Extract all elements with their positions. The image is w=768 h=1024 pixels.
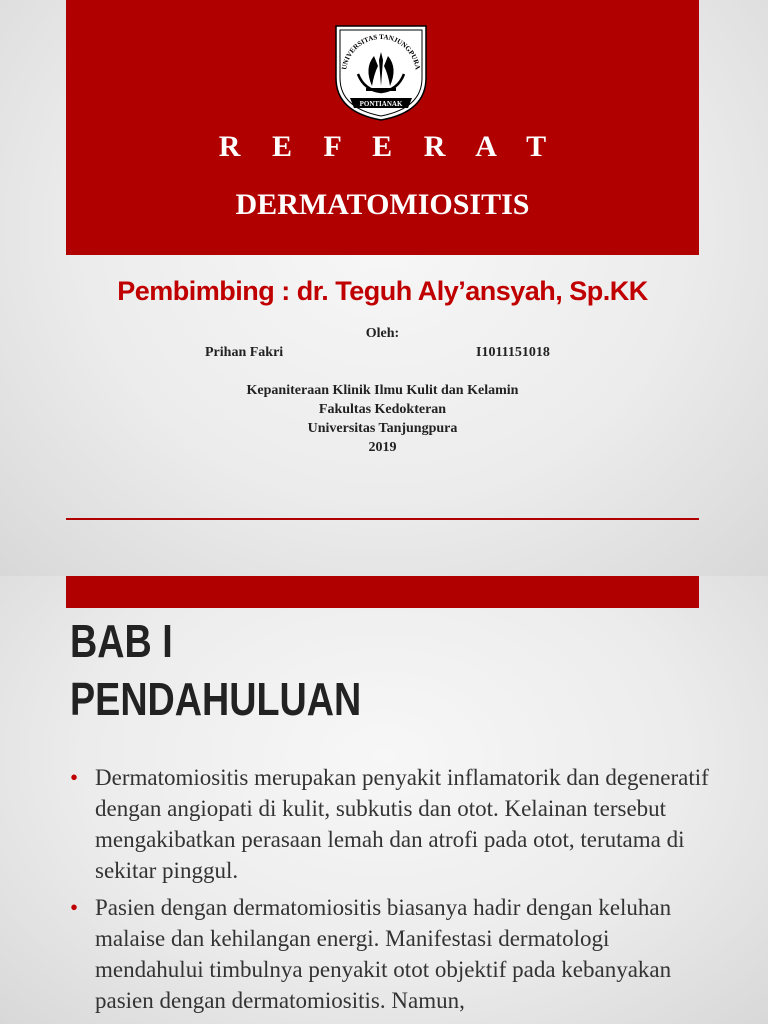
university-logo: [328, 16, 434, 122]
oleh-label: Oleh:: [365, 326, 400, 341]
institution-line-1: Kepaniteraan Klinik Ilmu Kulit dan Kelamin: [246, 383, 519, 398]
bullet-text: Pasien dengan dermatomiositis biasanya hadir dengan keluhan malaise dan kehilangan energi. Manifestasi dermatologi mendahului timbulnya penyakit otot objektif pada kebanyakan pasien dengan dermatomiositis. Namun,: [95, 895, 672, 1013]
institution-year: 2019: [368, 440, 397, 455]
supervisor-line: Pembimbing : dr. Teguh Aly’ansyah, Sp.KK: [117, 276, 648, 306]
chapter-heading-line-1: BAB I: [70, 615, 173, 667]
bullet-icon: •: [70, 765, 79, 790]
referat-title: R E F E R A T: [218, 130, 559, 163]
topic-title: DERMATOMIOSITIS: [235, 188, 530, 221]
content-banner: [66, 576, 699, 608]
institution-line-2: Fakultas Kedokteran: [318, 402, 447, 417]
student-name: Prihan Fakri: [205, 345, 284, 360]
chapter-heading-line-2: PENDAHULUAN: [70, 673, 362, 725]
bullet-text: Dermatomiositis merupakan penyakit inflamatorik dan degeneratif dengan angiopati di kulit, subkutis dan otot. Kelainan tersebut mengakibatkan perasaan lemah dan atrofi pada otot, terutama di sekitar pinggul.: [95, 765, 709, 883]
institution-line-3: Universitas Tanjungpura: [307, 421, 458, 436]
list-item: [70, 892, 710, 1016]
list-item: [70, 762, 710, 886]
red-divider: [66, 518, 699, 520]
chapter-heading: [70, 612, 361, 728]
student-id: I1011151018: [476, 345, 550, 360]
bullet-icon: •: [70, 895, 79, 920]
logo-ribbon-text: PONTIANAK: [359, 100, 403, 108]
bullet-list: [70, 762, 710, 1022]
logo-arc-text: UNIVERSITAS TANJUNGPURA: [340, 32, 422, 71]
